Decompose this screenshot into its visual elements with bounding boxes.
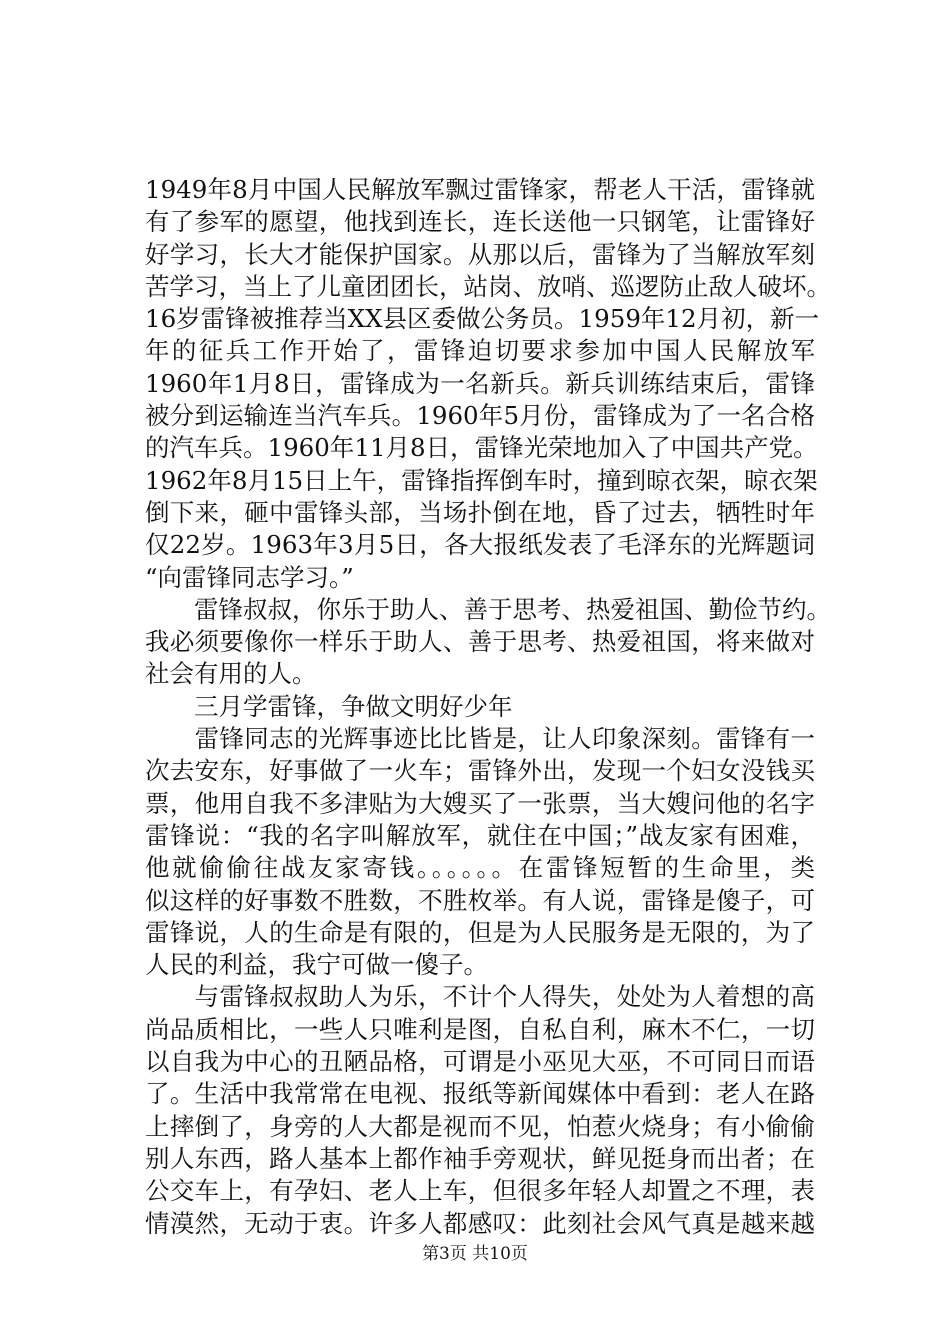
text-line: 似这样的好事数不胜数，不胜枚举。有人说，雷锋是傻子，可: [145, 885, 815, 915]
text-line: “向雷锋同志学习。”: [145, 562, 354, 592]
text-line: 别人东西，路人基本上都作袖手旁观状，鲜见挺身而出者；在: [145, 1143, 815, 1173]
text-line: 仅22岁。1963年3月5日，各大报纸发表了毛泽东的光辉题词: [145, 530, 815, 560]
text-line: 有了参军的愿望，他找到连长，连长送他一只钢笔，让雷锋好: [145, 207, 815, 237]
text-line: 尚品质相比，一些人只唯利是图，自私自利，麻木不仁，一切: [145, 1014, 815, 1044]
text-line: 情漠然，无动于衷。许多人都感叹：此刻社会风气真是越来越: [145, 1208, 815, 1238]
text-line: 的汽车兵。1960年11月8日，雷锋光荣地加入了中国共产党。: [145, 433, 818, 463]
text-line: 年的征兵工作开始了，雷锋迫切要求参加中国人民解放军: [145, 336, 815, 366]
text-line: 1960年1月8日，雷锋成为一名新兵。新兵训练结束后，雷锋: [145, 368, 815, 398]
text-line: 票，他用自我不多津贴为大嫂买了一张票，当大嫂问他的名字: [145, 788, 815, 818]
text-line: 好学习，长大才能保护国家。从那以后，雷锋为了当解放军刻: [145, 239, 815, 269]
text-line: 我必须要像你一样乐于助人、善于思考、热爱祖国，将来做对: [145, 627, 815, 657]
text-line: 雷锋说：“我的名字叫解放军，就住在中国；”战友家有困难，: [145, 820, 815, 850]
text-line: 1962年8月15日上午，雷锋指挥倒车时，撞到晾衣架，晾衣架: [145, 465, 818, 495]
text-line: 苦学习，当上了儿童团团长，站岗、放哨、巡逻防止敌人破坏。: [145, 271, 831, 301]
text-line: 社会有用的人。: [145, 659, 317, 689]
text-line: 雷锋同志的光辉事迹比比皆是，让人印象深刻。雷锋有一: [145, 724, 815, 754]
text-line: 与雷锋叔叔助人为乐，不计个人得失，处处为人着想的高: [145, 982, 815, 1012]
text-line: 倒下来，砸中雷锋头部，当场扑倒在地，昏了过去，牺牲时年: [145, 497, 815, 527]
text-line: 上摔倒了，身旁的人大都是视而不见，怕惹火烧身；有小偷偷: [145, 1111, 815, 1141]
text-line: 人民的利益，我宁可做一傻子。: [145, 950, 488, 980]
page-footer: 第3页 共10页: [422, 1244, 528, 1264]
text-line: 他就偷偷往战友家寄钱。。。。。。在雷锋短暂的生命里，类: [145, 853, 815, 883]
text-line: 雷锋说，人的生命是有限的，但是为人民服务是无限的，为了: [145, 917, 815, 947]
document-body: [145, 174, 831, 1240]
text-line: 公交车上，有孕妇、老人上车，但很多年轻人却置之不理，表: [145, 1176, 815, 1206]
text-line: 了。生活中我常常在电视、报纸等新闻媒体中看到：老人在路: [145, 1079, 815, 1109]
text-line: 三月学雷锋，争做文明好少年: [145, 691, 513, 721]
text-line: 次去安东，好事做了一火车；雷锋外出，发现一个妇女没钱买: [145, 756, 815, 786]
text-line: 被分到运输连当汽车兵。1960年5月份，雷锋成为了一名合格: [145, 401, 815, 431]
text-line: 16岁雷锋被推荐当XX县区委做公务员。1959年12月初，新一: [145, 304, 820, 334]
text-line: 以自我为中心的丑陋品格，可谓是小巫见大巫，不可同日而语: [145, 1047, 815, 1077]
text-line: 雷锋叔叔，你乐于助人、善于思考、热爱祖国、勤俭节约。: [145, 594, 831, 624]
text-line: 1949年8月中国人民解放军飘过雷锋家，帮老人干活，雷锋就: [145, 175, 815, 204]
